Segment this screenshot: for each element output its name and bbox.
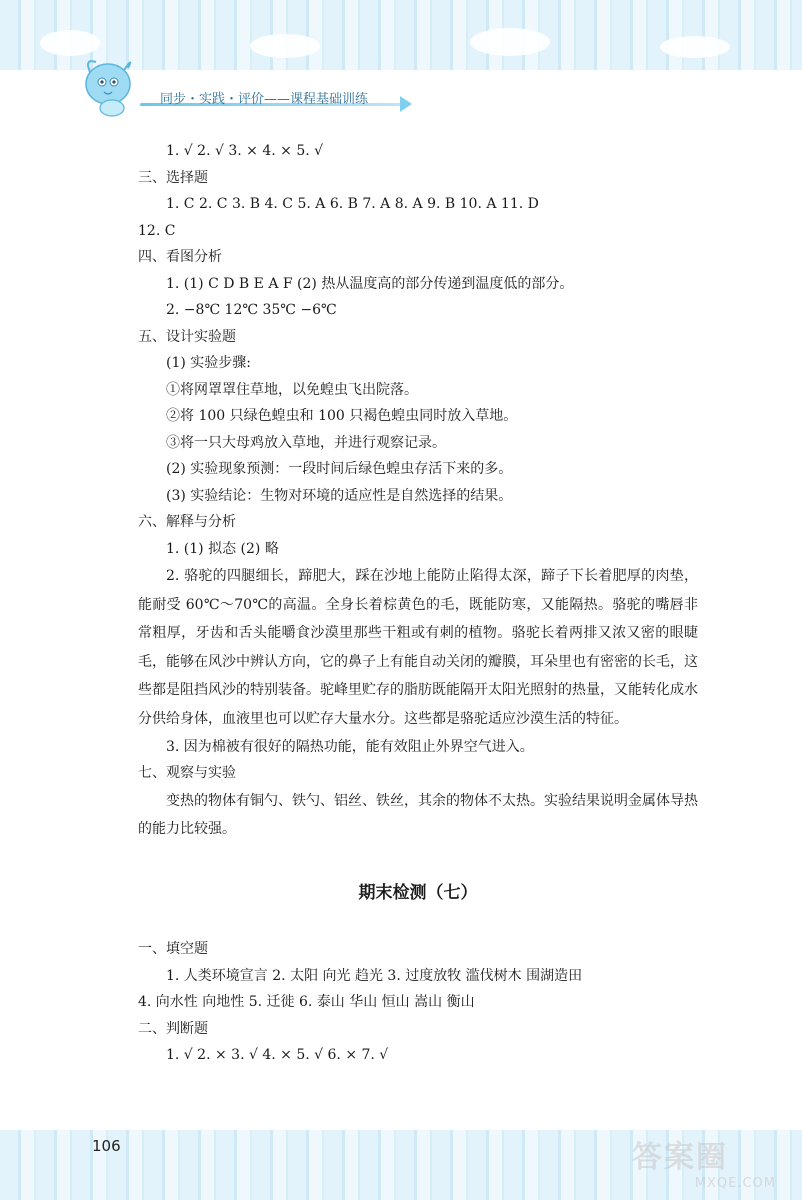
answer-content [138, 138, 698, 1069]
watermark-url: MXQE.COM [694, 1176, 776, 1191]
answer-line: (2) 实验现象预测：一段时间后绿色蝗虫存活下来的多。 [166, 461, 513, 477]
answer-line: 1. (1) C D B E A F (2) 热从温度高的部分传递到温度低的部分。 [166, 275, 574, 292]
answer-line: 3. 因为棉被有很好的隔热功能，能有效阻止外界空气进入。 [166, 738, 534, 755]
page-header [150, 86, 410, 108]
section-heading: 五、设计实验题 [138, 328, 236, 345]
answer-line: ③将一只大母鸡放入草地，并进行观察记录。 [166, 434, 446, 451]
judgement-answers: 1. √ 2. √ 3. × 4. × 5. √ [166, 143, 324, 159]
cloud-decoration [470, 28, 550, 56]
section-heading: 六、解释与分析 [138, 514, 236, 530]
mascot-icon [78, 44, 156, 122]
answer-line: (1) 实验步骤: [166, 355, 251, 371]
camel-paragraph: 2. 骆驼的四腿细长，蹄肥大，踩在沙地上能防止陷得太深，蹄子下长着肥厚的肉垫，能耐受 60℃～70℃的高温。全身长着棕黄色的毛，既能防寒，又能隔热。骆驼的嘴唇非常粗厚，牙齿和舌头能嚼食沙漠里那些干粗或有刺的植物。骆驼长着两排又浓又密的眼睫毛，能够在风沙中辨认方向，它的鼻子上有能自动关闭的瓣膜，耳朵里也有密密的长毛，这些都是阻挡风沙的特别装备。驼峰里贮存的脂肪既能隔开太阳光照射的热量，又能转化成水分供给身体，血液里也可以贮存大量水分。这些都是骆驼适应沙漠生活的特征。 [138, 568, 698, 727]
section-heading: 一、填空题 [138, 941, 208, 958]
answer-line: 1. 人类环境宣言 2. 太阳 向光 趋光 3. 过度放牧 滥伐树木 围湖造田 [166, 967, 583, 984]
answer-line: (3) 实验结论：生物对环境的适应性是自然选择的结果。 [166, 487, 513, 504]
exam-section-title: 期末检测（七） [358, 882, 478, 903]
answer-line: ①将网罩罩住草地，以免蝗虫飞出院落。 [166, 381, 418, 398]
section-heading: 三、选择题 [138, 169, 208, 186]
choice-answers-cont: 12. C [138, 222, 176, 239]
section-heading: 四、看图分析 [138, 249, 222, 265]
header-title: 同步・实践・评价——课程基础训练 [160, 91, 369, 107]
cloud-decoration [660, 36, 730, 58]
watermark-text: 答案圈 [632, 1140, 728, 1175]
section-heading: 七、观察与实验 [138, 765, 236, 782]
cloud-decoration [250, 34, 320, 58]
section-heading: 二、判断题 [138, 1020, 208, 1037]
answer-line: 2. −8℃ 12℃ 35℃ −6℃ [166, 302, 337, 318]
choice-answers: 1. C 2. C 3. B 4. C 5. A 6. B 7. A 8. A 9. B 10. A 11. D [166, 196, 539, 212]
page-number: 106 [92, 1137, 121, 1155]
watermark-logo [632, 1132, 782, 1192]
answer-line: 1. (1) 拟态 (2) 略 [166, 540, 279, 557]
answer-line: ②将 100 只绿色蝗虫和 100 只褐色蝗虫同时放入草地。 [166, 408, 518, 424]
answer-line: 4. 向水性 向地性 5. 迁徙 6. 泰山 华山 恒山 嵩山 衡山 [138, 994, 475, 1011]
experiment-paragraph: 变热的物体有铜勺、铁勺、铝丝、铁丝，其余的物体不太热。实验结果说明金属体导热的能力比较强。 [138, 792, 698, 838]
judgement-answers: 1. √ 2. × 3. √ 4. × 5. √ 6. × 7. √ [166, 1047, 389, 1064]
